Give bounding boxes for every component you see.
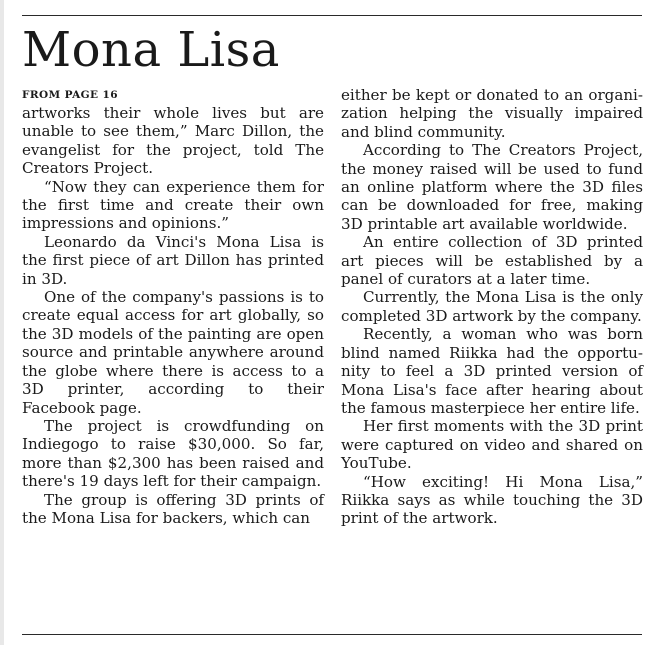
paragraph: “How exciting! Hi Mona Lisa,” Riikka says as while touching the 3D print of the artwork. bbox=[341, 472, 643, 528]
left-column bbox=[22, 104, 324, 527]
top-rule bbox=[22, 15, 642, 16]
paragraph: artworks their whole lives but are unable to see them,” Marc Dillon, the evangelist for the project, told The Creators Project. bbox=[22, 104, 324, 178]
paragraph: The project is crowdfunding on Indiegogo to raise $30,000. So far, more than $2,300 has been raised and there's 19 days left for their campaign. bbox=[22, 416, 324, 491]
headline: Mona Lisa bbox=[22, 22, 280, 78]
paragraph: either be kept or donated to an organization helping the visually impaired and blind community. bbox=[341, 86, 643, 141]
paragraph: According to The Creators Project, the money raised will be used to fund an online platform where the 3D files can be downloaded for free, making 3D printable art available worldwide. bbox=[341, 141, 643, 233]
paragraph: Her first moments with the 3D print were captured on video and shared on YouTube. bbox=[341, 417, 643, 473]
paragraph: An entire collection of 3D printed art pieces will be established by a panel of curators at a later time. bbox=[341, 233, 643, 289]
bottom-rule bbox=[22, 634, 642, 635]
paragraph: One of the company's passions is to create equal access for art globally, so the 3D models of the painting are open source and printable anywhere around the globe where there is access to a 3D printer, according to their Facebook page. bbox=[22, 288, 324, 417]
paragraph: Leonardo da Vinci's Mona Lisa is the first piece of art Dillon has printed in 3D. bbox=[22, 232, 324, 288]
right-column bbox=[341, 86, 643, 528]
paragraph: Currently, the Mona Lisa is the only completed 3D artwork by the company. bbox=[341, 288, 643, 325]
paragraph: The group is offering 3D prints of the Mona Lisa for backers, which can bbox=[22, 490, 324, 527]
jump-line: FROM PAGE 16 bbox=[22, 89, 118, 101]
paragraph: Recently, a woman who was born blind named Riikka had the opportunity to feel a 3D printed version of Mona Lisa's face after hearing about the famous masterpiece her entire life. bbox=[341, 325, 643, 417]
page-edge bbox=[0, 0, 4, 645]
paragraph: “Now they can experience them for the first time and create their own impressions and opinions.” bbox=[22, 177, 324, 233]
